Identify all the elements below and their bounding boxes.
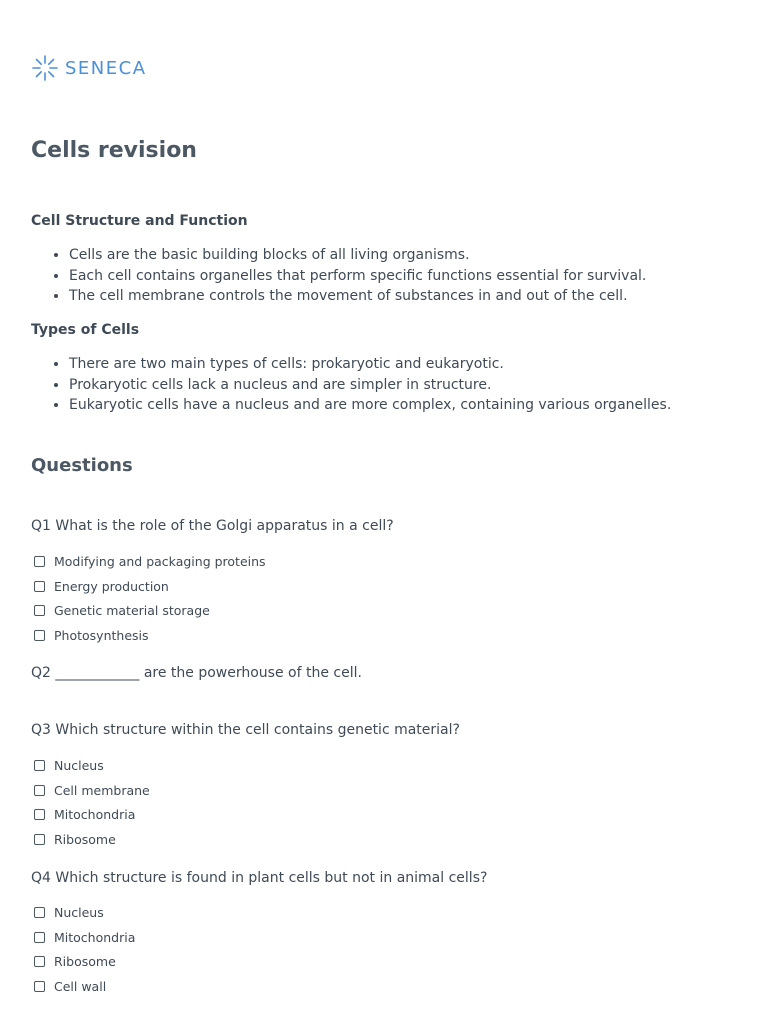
page-title: Cells revision bbox=[31, 138, 197, 163]
question-1: Q1 What is the role of the Golgi apparatus in a cell? bbox=[31, 518, 394, 534]
question-1-options bbox=[34, 549, 266, 648]
option-label: Energy production bbox=[54, 578, 169, 594]
option-label: Cell membrane bbox=[54, 782, 150, 798]
option-label: Photosynthesis bbox=[54, 627, 149, 643]
brand-name: SENECA bbox=[65, 57, 147, 79]
list-item: • Prokaryotic cells lack a nucleus and are simpler in structure. bbox=[69, 375, 671, 396]
question-3-options bbox=[34, 753, 150, 852]
list-item: • The cell membrane controls the movement of substances in and out of the cell. bbox=[69, 286, 646, 307]
option[interactable] bbox=[34, 925, 135, 950]
question-4: Q4 Which structure is found in plant cells but not in animal cells? bbox=[31, 870, 488, 886]
question-3: Q3 Which structure within the cell contains genetic material? bbox=[31, 722, 460, 738]
option-label: Mitochondria bbox=[54, 807, 136, 823]
option[interactable] bbox=[34, 827, 150, 852]
checkbox[interactable] bbox=[34, 760, 45, 771]
checkbox[interactable] bbox=[34, 605, 45, 616]
option-label: Nucleus bbox=[54, 757, 104, 773]
checkbox[interactable] bbox=[34, 785, 45, 796]
option-label: Cell wall bbox=[54, 978, 107, 994]
option[interactable] bbox=[34, 974, 135, 999]
option[interactable] bbox=[34, 549, 266, 574]
section-heading-cell-structure: Cell Structure and Function bbox=[31, 213, 248, 229]
questions-heading: Questions bbox=[31, 455, 133, 476]
checkbox[interactable] bbox=[34, 834, 45, 845]
list-item: • Eukaryotic cells have a nucleus and are more complex, containing various organelles. bbox=[69, 395, 671, 416]
option[interactable] bbox=[34, 598, 266, 623]
option-label: Nucleus bbox=[54, 904, 104, 920]
option[interactable] bbox=[34, 753, 150, 778]
option[interactable] bbox=[34, 623, 266, 648]
bullet-list-cell-structure bbox=[31, 245, 646, 307]
question-2: Q2 ____________ are the powerhouse of the cell. bbox=[31, 665, 362, 681]
list-item: • Each cell contains organelles that perform specific functions essential for survival. bbox=[69, 266, 646, 287]
option[interactable] bbox=[34, 900, 135, 925]
checkbox[interactable] bbox=[34, 981, 45, 992]
checkbox[interactable] bbox=[34, 932, 45, 943]
brand-logo bbox=[31, 54, 147, 82]
checkbox[interactable] bbox=[34, 581, 45, 592]
bullet-list-types-of-cells bbox=[31, 354, 671, 416]
option-label: Mitochondria bbox=[54, 929, 136, 945]
checkbox[interactable] bbox=[34, 556, 45, 567]
option[interactable] bbox=[34, 949, 135, 974]
seneca-logo-icon bbox=[31, 54, 59, 82]
section-heading-types-of-cells: Types of Cells bbox=[31, 322, 140, 338]
list-item: • Cells are the basic building blocks of all living organisms. bbox=[69, 245, 646, 266]
checkbox[interactable] bbox=[34, 630, 45, 641]
option-label: Ribosome bbox=[54, 954, 116, 970]
checkbox[interactable] bbox=[34, 956, 45, 967]
option[interactable] bbox=[34, 778, 150, 803]
question-4-options bbox=[34, 900, 135, 999]
checkbox[interactable] bbox=[34, 809, 45, 820]
option[interactable] bbox=[34, 802, 150, 827]
option[interactable] bbox=[34, 574, 266, 599]
option-label: Modifying and packaging proteins bbox=[54, 553, 266, 569]
option-label: Genetic material storage bbox=[54, 603, 210, 619]
checkbox[interactable] bbox=[34, 907, 45, 918]
list-item: • There are two main types of cells: prokaryotic and eukaryotic. bbox=[69, 354, 671, 375]
option-label: Ribosome bbox=[54, 831, 116, 847]
